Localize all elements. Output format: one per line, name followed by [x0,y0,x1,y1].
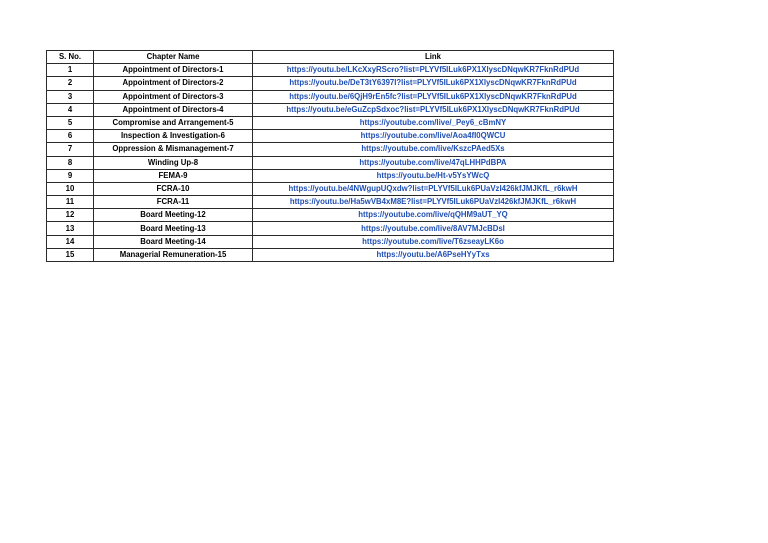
link-cell[interactable]: https://youtube.com/live/47qLHHPdBPA [253,156,614,169]
link-cell[interactable]: https://youtu.be/A6PseHYyTxs [253,248,614,261]
table-row [47,90,614,103]
chapter-name-cell: Oppression & Mismanagement-7 [94,143,253,156]
sno-cell: 11 [47,196,94,209]
table-row [47,196,614,209]
link-cell[interactable]: https://youtu.be/DeT3tY6397I?list=PLYVf5ILuk6PX1XlyscDNqwKR7FknRdPUd [253,77,614,90]
table-row [47,169,614,182]
header-chapter-name: Chapter Name [94,51,253,64]
table-row [47,143,614,156]
chapter-links-table [46,50,614,262]
chapter-name-cell: Board Meeting-13 [94,222,253,235]
sno-cell: 3 [47,90,94,103]
table-body [47,64,614,262]
chapter-name-cell: Appointment of Directors-4 [94,103,253,116]
table-row [47,77,614,90]
link-cell[interactable]: https://youtube.com/live/_Pey6_cBmNY [253,116,614,129]
chapter-links-sheet [46,50,614,262]
sno-cell: 8 [47,156,94,169]
link-cell[interactable]: https://youtube.com/live/qQHM9aUT_YQ [253,209,614,222]
chapter-name-cell: Inspection & Investigation-6 [94,130,253,143]
link-cell[interactable]: https://youtube.com/live/Aoa4fI0QWCU [253,130,614,143]
link-cell[interactable]: https://youtu.be/4NWgupUQxdw?list=PLYVf5ILuk6PUaVzI426kfJMJKfL_r6kwH [253,182,614,195]
chapter-name-cell: Appointment of Directors-2 [94,77,253,90]
link-cell[interactable]: https://youtube.com/live/KszcPAed5Xs [253,143,614,156]
table-row [47,209,614,222]
chapter-name-cell: FCRA-11 [94,196,253,209]
table-row [47,64,614,77]
chapter-name-cell: Winding Up-8 [94,156,253,169]
sno-cell: 12 [47,209,94,222]
link-cell[interactable]: https://youtu.be/eGuZcpSdxoc?list=PLYVf5ILuk6PX1XlyscDNqwKR7FknRdPUd [253,103,614,116]
sno-cell: 9 [47,169,94,182]
table-row [47,116,614,129]
table-row [47,103,614,116]
table-row [47,156,614,169]
link-cell[interactable]: https://youtu.be/LKcXxyRScro?list=PLYVf5ILuk6PX1XlyscDNqwKR7FknRdPUd [253,64,614,77]
chapter-name-cell: Appointment of Directors-3 [94,90,253,103]
link-cell[interactable]: https://youtu.be/Ht-v5YsYWcQ [253,169,614,182]
sno-cell: 14 [47,235,94,248]
chapter-name-cell: FCRA-10 [94,182,253,195]
chapter-name-cell: Compromise and Arrangement-5 [94,116,253,129]
header-sno: S. No. [47,51,94,64]
table-row [47,182,614,195]
sno-cell: 6 [47,130,94,143]
sno-cell: 10 [47,182,94,195]
sno-cell: 2 [47,77,94,90]
table-row [47,235,614,248]
header-row [47,51,614,64]
chapter-name-cell: FEMA-9 [94,169,253,182]
sno-cell: 1 [47,64,94,77]
link-cell[interactable]: https://youtu.be/6QjH9rEn5fc?list=PLYVf5ILuk6PX1XlyscDNqwKR7FknRdPUd [253,90,614,103]
sno-cell: 15 [47,248,94,261]
chapter-name-cell: Managerial Remuneration-15 [94,248,253,261]
link-cell[interactable]: https://youtu.be/Ha5wVB4xM8E?list=PLYVf5ILuk6PUaVzI426kfJMJKfL_r6kwH [253,196,614,209]
header-link: Link [253,51,614,64]
sno-cell: 7 [47,143,94,156]
chapter-name-cell: Board Meeting-12 [94,209,253,222]
sno-cell: 13 [47,222,94,235]
link-cell[interactable]: https://youtube.com/live/T6zseayLK6o [253,235,614,248]
table-row [47,248,614,261]
link-cell[interactable]: https://youtube.com/live/8AV7MJcBDsI [253,222,614,235]
chapter-name-cell: Appointment of Directors-1 [94,64,253,77]
table-row [47,130,614,143]
sno-cell: 5 [47,116,94,129]
chapter-name-cell: Board Meeting-14 [94,235,253,248]
table-row [47,222,614,235]
sno-cell: 4 [47,103,94,116]
